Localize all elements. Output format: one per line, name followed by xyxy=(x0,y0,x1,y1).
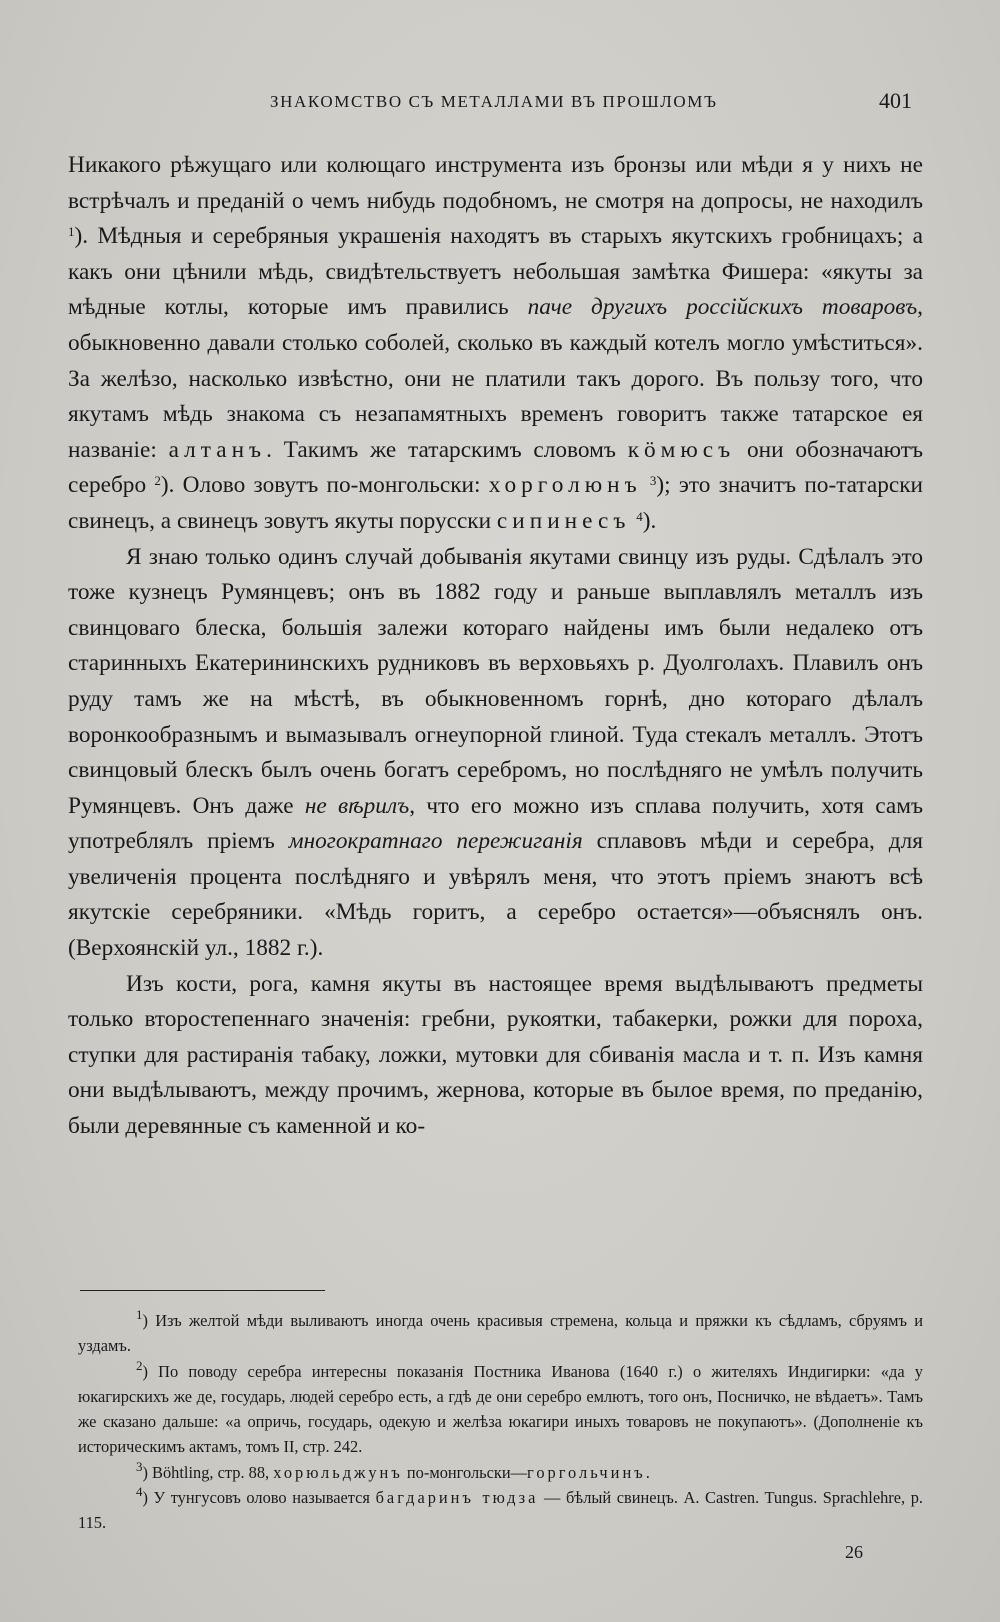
page-number: 401 xyxy=(879,88,912,113)
spaced-term: сипинесъ xyxy=(496,507,631,534)
printer-signature: 26 xyxy=(845,1542,863,1562)
footnote-mark: 3 xyxy=(136,1458,143,1474)
text-run xyxy=(642,472,650,498)
spaced-term: хорголюнъ xyxy=(488,472,642,499)
text-run: ). Олово зовутъ по-монгольски: xyxy=(160,472,489,499)
italic-phrase: многократнаго пережиганія xyxy=(288,828,583,855)
footnote-1 xyxy=(78,1308,923,1359)
footnote-divider xyxy=(80,1290,325,1291)
footnote-text: ) У тунгусовъ олово называется xyxy=(142,1488,376,1508)
paragraph-1 xyxy=(68,148,923,540)
text-run: . Такимъ же татарскимъ словомъ xyxy=(266,436,628,463)
footnote-mark: 4 xyxy=(136,1484,143,1500)
footnote-ref: 1 xyxy=(68,224,75,240)
italic-phrase: не вѣрилъ xyxy=(304,792,410,819)
text-run: ). xyxy=(642,507,657,534)
text-run: Я знаю только одинъ случай добыванія якутами свинцу изъ руды. Сдѣлалъ это тоже кузнецъ Румянцевъ; онъ въ 1882 году и раньше выплавлялъ металлъ изъ свинцоваго блеска, большія залежи котораго найдены имъ были недалеко отъ старинныхъ Екатерининскихъ рудниковъ въ верховьяхъ р. Дуолголахъ. Плавилъ онъ руду тамъ же на мѣстѣ, въ обыкновенномъ горнѣ, дно котораго дѣлалъ воронкообразнымъ и вымазывалъ огнеупорной глиной. Туда стекалъ металлъ. Этотъ свинцовый блескъ былъ очень богатъ серебромъ, но послѣдняго не умѣлъ получить Румянцевъ. Онъ даже xyxy=(68,543,923,819)
footnote-text: ) Изъ желтой мѣди выливаютъ иногда очень красивыя стремена, кольца и пряжки къ сѣдламъ, сбруямъ и уздамъ. xyxy=(78,1311,923,1356)
footnote-ref: 2 xyxy=(154,473,161,489)
main-text xyxy=(68,148,923,1145)
running-title: ЗНАКОМСТВО СЪ МЕТАЛЛАМИ ВЪ ПРОШЛОМЪ xyxy=(270,92,718,111)
spaced-term: хорюльджунъ xyxy=(273,1462,403,1482)
text-run: Никакого рѣжущаго или колющаго инструмента изъ бронзы или мѣди я у нихъ не встрѣчалъ и преданій о чемъ нибудь подобномъ, не смотря на допросы, не находилъ xyxy=(68,152,923,214)
footnote-mark: 1 xyxy=(136,1307,143,1322)
text-run: , обыкновенно давали столько соболей, сколько въ каждый котелъ могло умѣститься». За желѣзо, насколько извѣстно, они не платили такъ дорого. Въ пользу того, что якутамъ мѣдь знакома съ незапамятныхъ временъ говоритъ также татарское ея названіе: xyxy=(68,294,923,463)
paragraph-2 xyxy=(68,540,923,967)
spaced-term: кӧмюсъ xyxy=(627,436,736,463)
italic-phrase: паче другихъ россійскихъ товаровъ xyxy=(527,294,918,321)
footnote-4 xyxy=(78,1485,923,1536)
footnote-text: — бѣлый свинецъ. А. Castren. Tungus. Sprachlehre, p. 115. xyxy=(78,1488,924,1533)
spaced-term: багдаринъ тюдза xyxy=(375,1488,539,1508)
text-run: ). Мѣдныя и серебряныя украшенія находятъ въ старыхъ якутскихъ гробницахъ; а какъ они цѣнили мѣдь, свидѣтельствуетъ небольшая замѣтка Фишера: «якуты за мѣдные котлы, которые имъ правились xyxy=(68,223,923,321)
page-header xyxy=(270,88,920,122)
footnote-text: . xyxy=(645,1462,650,1482)
footnote-mark: 2 xyxy=(136,1357,143,1373)
footnotes xyxy=(78,1308,923,1536)
footnote-text: ) Böhtling, стр. 88, xyxy=(142,1462,274,1482)
text-run: ); это значитъ по-татарски свинецъ, а свинецъ зовутъ якуты порусски xyxy=(68,472,924,534)
text-run: , что его можно изъ сплава получить, хотя самъ употреблялъ пріемъ xyxy=(68,792,923,855)
spaced-term: алтанъ xyxy=(168,436,267,463)
text-run: сплавовъ мѣди и серебра, для увеличенія процента послѣдняго и увѣрялъ меня, что этотъ пріемъ знаютъ всѣ якутскіе серебряники. «Мѣдь горитъ, а серебро остается»—объяснялъ онъ. (Верхоянскій ул., 1882 г.). xyxy=(68,828,923,962)
paragraph-3: Изъ кости, рога, камня якуты въ настоящее время выдѣлываютъ предметы только второстепеннаго значенія: гребни, рукоятки, табакерки, рожки для пороха, ступки для растиранія табаку, ложки, мутовки для сбиванія масла и т. п. Изъ камня они выдѣлываютъ, между прочимъ, жернова, которые въ былое время, по преданію, были деревянные съ каменной и ко- xyxy=(68,970,923,1140)
footnote-2 xyxy=(78,1359,923,1460)
text-run: они обозначаютъ серебро xyxy=(68,436,924,499)
footnote-text: ) По поводу серебра интересны показанія Постника Иванова (1640 г.) о жителяхъ Индигирки: «да у юкагирскихъ же де, государь, людей серебро есть, а гдѣ де они серебро емлютъ, того онъ, Посничко, не вѣдаетъ». Тамъ же сказано дальше: «а опричь, государь, одекую и желѣза юкагири иныхъ товаровъ не покупаютъ». (Дополненіе къ историческимъ актамъ, томъ II, стр. 242. xyxy=(78,1361,923,1457)
footnote-ref: 4 xyxy=(636,508,643,524)
footnote-text: по-монгольски— xyxy=(402,1462,528,1482)
spaced-term: горгольчинъ xyxy=(527,1462,646,1482)
footnote-3 xyxy=(78,1460,923,1485)
footnote-ref: 3 xyxy=(649,473,657,489)
